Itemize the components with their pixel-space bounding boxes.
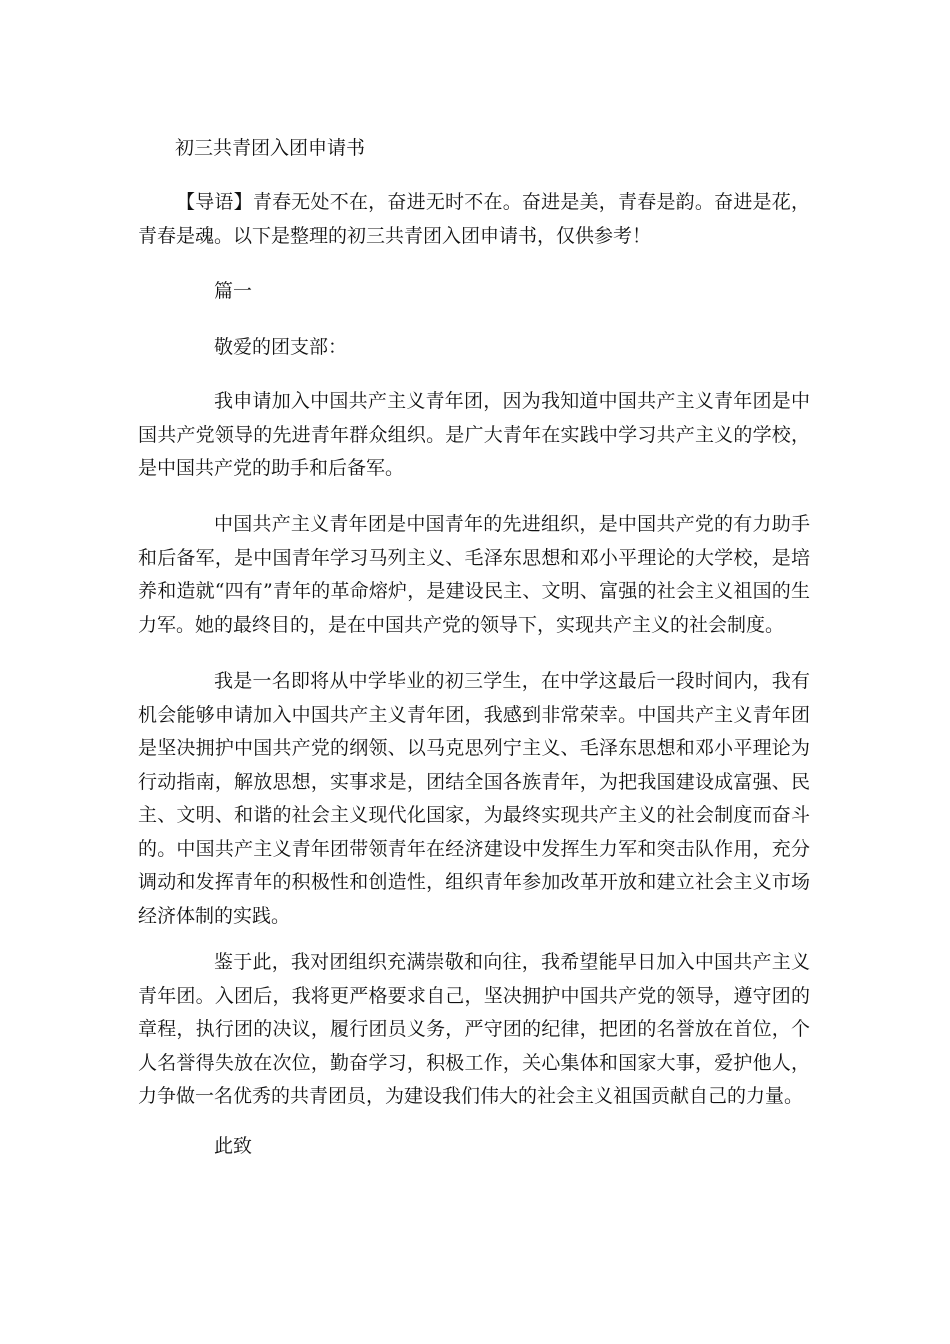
body-paragraph-4: 鉴于此，我对团组织充满崇敬和向往，我希望能早日加入中国共产主义青年团。入团后，我将更严格要求自己，坚决拥护中国共产党的领导，遵守团的章程，执行团的决议，履行团员义务，严守团的纪律，把团的名誉放在首位，个人名誉得失放在次位，勤奋学习，积极工作，关心集体和国家大事，爱护他人，力争做一名优秀的共青团员，为建设我们伟大的社会主义祖国贡献自己的力量。 [138, 951, 810, 1107]
section-label: 篇一 [214, 280, 253, 302]
body-paragraph-1: 我申请加入中国共产主义青年团，因为我知道中国共产主义青年团是中国共产党领导的先进青年群众组织。是广大青年在实践中学习共产主义的学校，是中国共产党的助手和后备军。 [138, 390, 810, 479]
body-paragraph-3: 我是一名即将从中学毕业的初三学生，在中学这最后一段时间内，我有机会能够申请加入中国共产主义青年团，我感到非常荣幸。中国共产主义青年团是坚决拥护中国共产党的纲领、以马克思列宁主义、毛泽东思想和邓小平理论为行动指南，解放思想，实事求是，团结全国各族青年，为把我国建设成富强、民主、文明、和谐的社会主义现代化国家，为最终实现共产主义的社会制度而奋斗的。中国共产主义青年团带领青年在经济建设中发挥生力军和突击队作用，充分调动和发挥青年的积极性和创造性，组织青年参加改革开放和建立社会主义市场经济体制的实践。 [138, 670, 810, 927]
body-paragraph-2: 中国共产主义青年团是中国青年的先进组织，是中国共产党的有力助手和后备军，是中国青年学习马列主义、毛泽东思想和邓小平理论的大学校，是培养和造就“四有”青年的革命熔炉，是建设民主、文明、富强的社会主义祖国的生力军。她的最终目的，是在中国共产党的领导下，实现共产主义的社会制度。 [138, 513, 810, 636]
closing-text: 此致 [214, 1135, 253, 1157]
salutation: 敬爱的团支部： [214, 336, 348, 358]
document-title: 初三共青团入团申请书 [175, 137, 366, 159]
intro-paragraph: 【导语】青春无处不在，奋进无时不在。奋进是美，青春是韵。奋进是花，青春是魂。以下是整理的初三共青团入团申请书，仅供参考！ [138, 191, 810, 247]
